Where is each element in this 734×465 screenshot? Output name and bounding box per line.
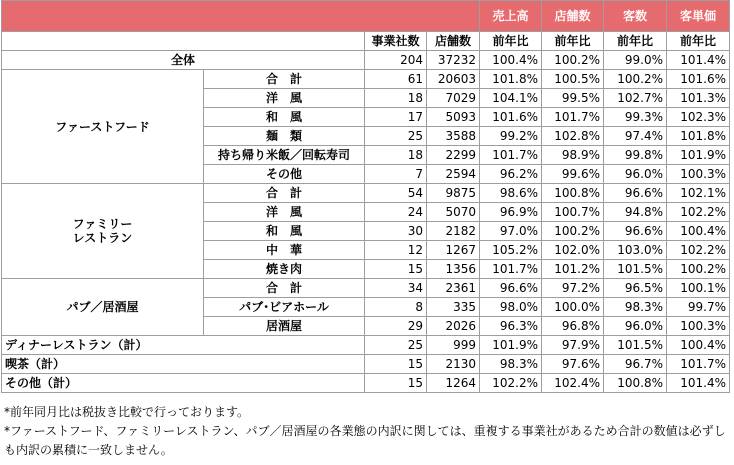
footnote: *前年同月比は税抜き比較で行っております。 xyxy=(4,405,250,419)
row-sublabel: 合 計 xyxy=(204,184,365,203)
header-store-count: 店舗数 xyxy=(427,32,480,51)
cell-customers-yoy: 96.6% xyxy=(604,222,667,241)
cell-price-yoy: 100.2% xyxy=(667,260,730,279)
cell-stores-yoy: 102.4% xyxy=(542,374,604,393)
cell-companies: 15 xyxy=(365,374,427,393)
cell-companies: 15 xyxy=(365,260,427,279)
cell-stores-yoy: 100.0% xyxy=(542,298,604,317)
cell-price-yoy: 101.8% xyxy=(667,127,730,146)
cell-customers-yoy: 94.8% xyxy=(604,203,667,222)
cell-price-yoy: 100.3% xyxy=(667,165,730,184)
cell-stores-yoy: 102.8% xyxy=(542,127,604,146)
cell-companies: 18 xyxy=(365,146,427,165)
row-sublabel: 焼き肉 xyxy=(204,260,365,279)
cell-companies: 25 xyxy=(365,127,427,146)
cell-stores: 999 xyxy=(427,336,480,355)
cell-customers-yoy: 96.0% xyxy=(604,317,667,336)
cell-customers-yoy: 101.5% xyxy=(604,336,667,355)
row-label: ディナーレストラン（計） xyxy=(2,336,365,355)
group-label-line: ファミリー xyxy=(72,217,133,231)
header-stores: 店舗数 xyxy=(542,1,604,32)
header-row-1 xyxy=(2,1,730,32)
cell-companies: 17 xyxy=(365,108,427,127)
cell-sales-yoy: 101.9% xyxy=(480,336,542,355)
cell-price-yoy: 102.1% xyxy=(667,184,730,203)
table-row xyxy=(2,355,730,374)
cell-stores-yoy: 100.2% xyxy=(542,222,604,241)
cell-companies: 25 xyxy=(365,336,427,355)
cell-price-yoy: 100.4% xyxy=(667,336,730,355)
header-blank xyxy=(2,1,480,32)
cell-sales-yoy: 97.0% xyxy=(480,222,542,241)
cell-companies: 8 xyxy=(365,298,427,317)
row-sublabel: 合 計 xyxy=(204,70,365,89)
row-sublabel: 合 計 xyxy=(204,279,365,298)
cell-customers-yoy: 102.7% xyxy=(604,89,667,108)
cell-price-yoy: 101.4% xyxy=(667,51,730,70)
footnotes xyxy=(4,403,730,460)
cell-customers-yoy: 96.6% xyxy=(604,184,667,203)
cell-customers-yoy: 101.5% xyxy=(604,260,667,279)
cell-companies: 18 xyxy=(365,89,427,108)
cell-stores-yoy: 101.7% xyxy=(542,108,604,127)
cell-stores-yoy: 99.6% xyxy=(542,165,604,184)
row-label: 喫茶（計） xyxy=(2,355,365,374)
cell-stores-yoy: 96.8% xyxy=(542,317,604,336)
row-label: その他（計） xyxy=(2,374,365,393)
header-yoy-customers: 前年比 xyxy=(604,32,667,51)
row-total xyxy=(2,51,730,70)
group-label-family-restaurant xyxy=(2,184,204,279)
cell-sales-yoy: 96.6% xyxy=(480,279,542,298)
cell-stores: 5093 xyxy=(427,108,480,127)
cell-sales-yoy: 101.7% xyxy=(480,146,542,165)
table-row xyxy=(2,70,730,89)
cell-stores-yoy: 100.5% xyxy=(542,70,604,89)
cell-price-yoy: 101.7% xyxy=(667,355,730,374)
header-yoy-sales: 前年比 xyxy=(480,32,542,51)
row-sublabel: 居酒屋 xyxy=(204,317,365,336)
cell-companies: 204 xyxy=(365,51,427,70)
group-label-pub: パブ／居酒屋 xyxy=(2,279,204,336)
header-yoy-price: 前年比 xyxy=(667,32,730,51)
cell-price-yoy: 100.1% xyxy=(667,279,730,298)
cell-customers-yoy: 99.8% xyxy=(604,146,667,165)
cell-price-yoy: 102.2% xyxy=(667,203,730,222)
header-companies: 事業社数 xyxy=(365,32,427,51)
cell-price-yoy: 101.4% xyxy=(667,374,730,393)
cell-stores-yoy: 100.2% xyxy=(542,51,604,70)
cell-stores: 2182 xyxy=(427,222,480,241)
cell-sales-yoy: 96.2% xyxy=(480,165,542,184)
cell-companies: 29 xyxy=(365,317,427,336)
footnote: *ファーストフード、ファミリーレストラン、パブ／居酒屋の各業態の内訳に関しては、重複する事業社があるため合計の数値は必ずしも内訳の累積に一致しません。 xyxy=(4,424,726,457)
cell-stores: 2026 xyxy=(427,317,480,336)
cell-sales-yoy: 100.4% xyxy=(480,51,542,70)
cell-stores: 2594 xyxy=(427,165,480,184)
cell-companies: 54 xyxy=(365,184,427,203)
header-sales: 売上高 xyxy=(480,1,542,32)
cell-sales-yoy: 96.9% xyxy=(480,203,542,222)
header-row-2 xyxy=(2,32,730,51)
cell-stores-yoy: 99.5% xyxy=(542,89,604,108)
cell-stores: 9875 xyxy=(427,184,480,203)
cell-customers-yoy: 103.0% xyxy=(604,241,667,260)
table-row xyxy=(2,336,730,355)
cell-stores-yoy: 100.7% xyxy=(542,203,604,222)
row-sublabel: 洋 風 xyxy=(204,89,365,108)
cell-sales-yoy: 101.8% xyxy=(480,70,542,89)
cell-customers-yoy: 100.8% xyxy=(604,374,667,393)
row-sublabel: 洋 風 xyxy=(204,203,365,222)
cell-stores-yoy: 97.6% xyxy=(542,355,604,374)
cell-companies: 12 xyxy=(365,241,427,260)
cell-sales-yoy: 104.1% xyxy=(480,89,542,108)
cell-stores: 1267 xyxy=(427,241,480,260)
cell-sales-yoy: 98.6% xyxy=(480,184,542,203)
cell-companies: 30 xyxy=(365,222,427,241)
cell-sales-yoy: 101.7% xyxy=(480,260,542,279)
cell-price-yoy: 101.9% xyxy=(667,146,730,165)
cell-stores-yoy: 97.9% xyxy=(542,336,604,355)
cell-customers-yoy: 97.4% xyxy=(604,127,667,146)
cell-sales-yoy: 101.6% xyxy=(480,108,542,127)
cell-stores: 2299 xyxy=(427,146,480,165)
cell-customers-yoy: 96.7% xyxy=(604,355,667,374)
cell-price-yoy: 99.7% xyxy=(667,298,730,317)
table-row xyxy=(2,184,730,203)
cell-customers-yoy: 96.0% xyxy=(604,165,667,184)
cell-customers-yoy: 96.5% xyxy=(604,279,667,298)
cell-customers-yoy: 98.3% xyxy=(604,298,667,317)
cell-companies: 15 xyxy=(365,355,427,374)
cell-stores-yoy: 100.8% xyxy=(542,184,604,203)
cell-sales-yoy: 99.2% xyxy=(480,127,542,146)
cell-sales-yoy: 102.2% xyxy=(480,374,542,393)
cell-stores: 3588 xyxy=(427,127,480,146)
header-yoy-stores: 前年比 xyxy=(542,32,604,51)
table-row xyxy=(2,279,730,298)
row-sublabel: 和 風 xyxy=(204,108,365,127)
cell-stores: 1356 xyxy=(427,260,480,279)
cell-stores: 5070 xyxy=(427,203,480,222)
cell-stores-yoy: 102.0% xyxy=(542,241,604,260)
row-sublabel: その他 xyxy=(204,165,365,184)
cell-companies: 61 xyxy=(365,70,427,89)
cell-stores: 1264 xyxy=(427,374,480,393)
cell-stores: 335 xyxy=(427,298,480,317)
cell-price-yoy: 101.6% xyxy=(667,70,730,89)
cell-stores: 2130 xyxy=(427,355,480,374)
cell-sales-yoy: 105.2% xyxy=(480,241,542,260)
cell-sales-yoy: 98.0% xyxy=(480,298,542,317)
cell-companies: 24 xyxy=(365,203,427,222)
cell-sales-yoy: 96.3% xyxy=(480,317,542,336)
sales-table xyxy=(1,0,730,393)
cell-customers-yoy: 99.3% xyxy=(604,108,667,127)
cell-price-yoy: 100.3% xyxy=(667,317,730,336)
group-label-fastfood: ファーストフード xyxy=(2,70,204,184)
cell-sales-yoy: 98.3% xyxy=(480,355,542,374)
cell-customers-yoy: 100.2% xyxy=(604,70,667,89)
row-sublabel: 和 風 xyxy=(204,222,365,241)
group-label-line: レストラン xyxy=(72,231,133,245)
cell-stores-yoy: 97.2% xyxy=(542,279,604,298)
table-row xyxy=(2,374,730,393)
header-customers: 客数 xyxy=(604,1,667,32)
cell-stores: 2361 xyxy=(427,279,480,298)
row-sublabel: パブ･ビアホール xyxy=(204,298,365,317)
header-unit-price: 客単価 xyxy=(667,1,730,32)
cell-stores: 37232 xyxy=(427,51,480,70)
row-label: 全体 xyxy=(2,51,365,70)
cell-price-yoy: 102.3% xyxy=(667,108,730,127)
header-blank-2 xyxy=(2,32,365,51)
cell-companies: 34 xyxy=(365,279,427,298)
cell-stores-yoy: 101.2% xyxy=(542,260,604,279)
cell-stores: 7029 xyxy=(427,89,480,108)
row-sublabel: 持ち帰り米飯／回転寿司 xyxy=(204,146,365,165)
row-sublabel: 麺 類 xyxy=(204,127,365,146)
cell-companies: 7 xyxy=(365,165,427,184)
cell-price-yoy: 101.3% xyxy=(667,89,730,108)
cell-price-yoy: 100.4% xyxy=(667,222,730,241)
cell-stores-yoy: 98.9% xyxy=(542,146,604,165)
cell-customers-yoy: 99.0% xyxy=(604,51,667,70)
cell-stores: 20603 xyxy=(427,70,480,89)
row-sublabel: 中 華 xyxy=(204,241,365,260)
cell-price-yoy: 102.2% xyxy=(667,241,730,260)
